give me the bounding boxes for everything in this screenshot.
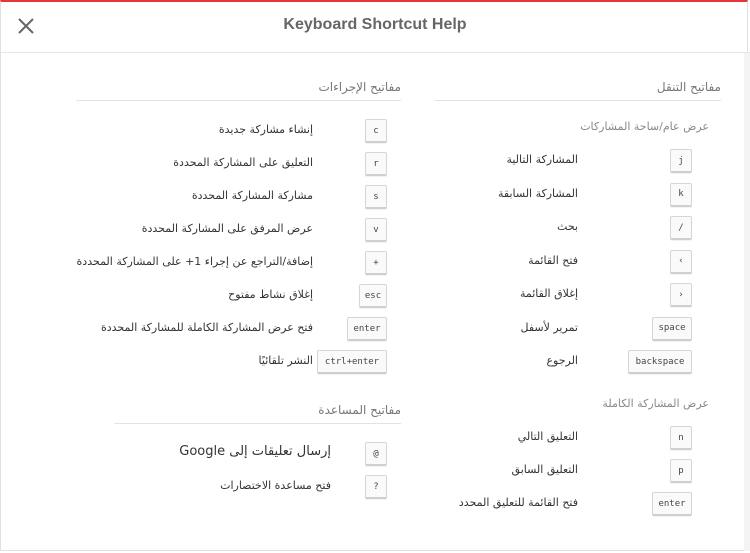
actions-section-divider xyxy=(76,100,401,101)
shortcut-key: ctrl+enter xyxy=(317,350,387,374)
shortcut-description: إنشاء مشاركة جديدة xyxy=(218,123,313,136)
shortcut-key: + xyxy=(365,251,387,275)
shortcut-description: تمرير لأسفل xyxy=(520,320,578,334)
shortcut-key: c xyxy=(365,119,387,143)
dialog-title: Keyboard Shortcut Help xyxy=(283,16,467,33)
shortcut-description: فتح القائمة للتعليق المحدد xyxy=(458,496,578,509)
shortcut-row xyxy=(0,442,750,466)
navigation-section-title: مفاتيح التنقل xyxy=(656,80,721,94)
shortcut-key: j xyxy=(670,149,692,173)
shortcut-description: عرض المرفق على المشاركة المحددة xyxy=(141,222,313,235)
shortcut-description: فتح عرض المشاركة الكاملة للمشاركة المحددة xyxy=(100,321,313,334)
shortcut-key: / xyxy=(670,216,692,240)
actions-section-title: مفاتيح الإجراءات xyxy=(318,80,401,94)
shortcut-key: p xyxy=(670,459,692,483)
shortcut-key: › xyxy=(670,283,692,307)
shortcut-row xyxy=(0,119,750,143)
shortcut-description: المشاركة السابقة xyxy=(498,186,578,200)
shortcut-key: r xyxy=(365,152,387,176)
overview-subtitle: عرض عام/ساحة المشاركات xyxy=(580,120,709,133)
full-view-subtitle: عرض المشاركة الكاملة xyxy=(602,397,709,410)
shortcut-key: s xyxy=(365,185,387,209)
shortcut-key: esc xyxy=(359,284,387,308)
help-section-title: مفاتيح المساعدة xyxy=(318,403,401,417)
help-section-divider xyxy=(114,423,401,424)
shortcut-key: backspace xyxy=(628,350,692,374)
shortcut-description: إغلاق نشاط مفتوح xyxy=(228,288,313,301)
shortcut-description: إضافة/التراجع عن إجراء 1+ على المشاركة المحددة xyxy=(76,255,313,268)
shortcut-key: k xyxy=(670,183,692,207)
shortcut-row xyxy=(0,317,750,341)
navigation-section-divider xyxy=(435,100,721,101)
shortcut-description: فتح مساعدة الاختصارات xyxy=(220,479,331,492)
shortcut-key: enter xyxy=(347,317,387,341)
shortcut-description: النشر تلقائيًا xyxy=(258,354,313,367)
shortcut-description: الرجوع xyxy=(546,354,578,367)
shortcut-row xyxy=(0,152,750,176)
shortcut-description: التعليق التالي xyxy=(517,430,578,443)
shortcut-description: بحث xyxy=(557,220,578,233)
shortcut-row xyxy=(0,218,750,242)
shortcut-description: المشاركة التالية xyxy=(506,153,578,166)
dialog-header xyxy=(0,0,750,53)
shortcut-row xyxy=(0,284,750,308)
shortcut-row xyxy=(0,475,750,499)
shortcut-key: ‹ xyxy=(670,250,692,274)
shortcut-key: ? xyxy=(365,475,387,499)
shortcut-description: مشاركة المشاركة المحددة xyxy=(191,189,313,202)
shortcut-description: إرسال تعليقات إلى Google xyxy=(179,444,331,459)
shortcut-description: فتح القائمة xyxy=(528,253,578,267)
shortcut-key: enter xyxy=(652,492,692,516)
shortcut-key: space xyxy=(652,317,692,341)
shortcut-description: التعليق السابق xyxy=(511,463,578,476)
shortcut-key: v xyxy=(365,218,387,242)
shortcut-row xyxy=(0,251,750,275)
shortcut-description: إغلاق القائمة xyxy=(519,287,578,300)
shortcut-description: التعليق على المشاركة المحددة xyxy=(173,156,313,169)
shortcut-key: n xyxy=(670,426,692,450)
shortcut-row xyxy=(0,185,750,209)
shortcut-key: @ xyxy=(365,442,387,466)
shortcut-row xyxy=(0,350,750,374)
